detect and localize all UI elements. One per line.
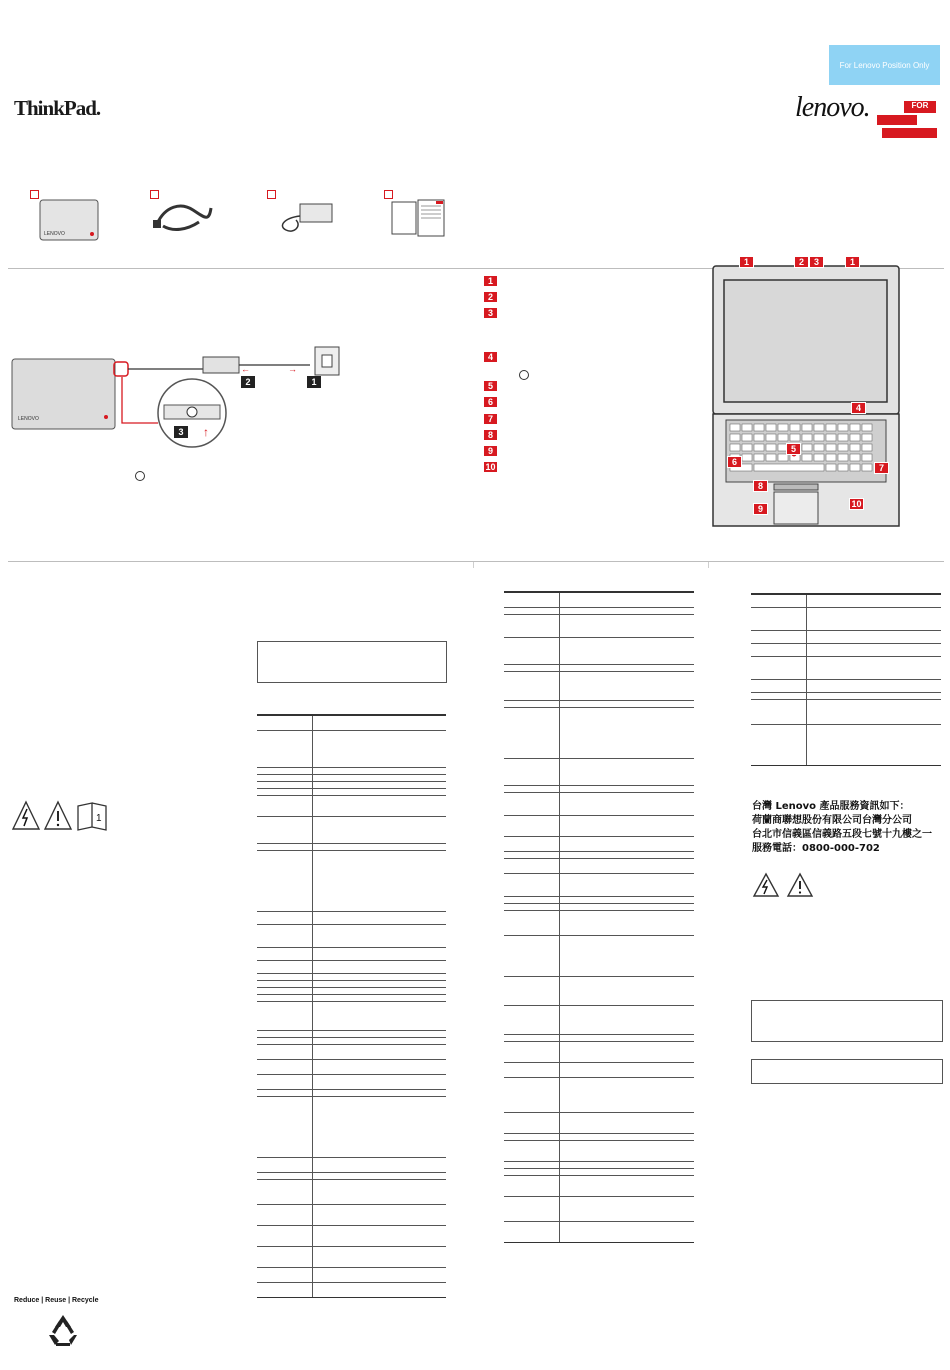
thinkpad-logo: ThinkPad.: [14, 96, 101, 120]
svg-text:→: →: [288, 364, 297, 374]
callout-6: 6: [483, 396, 498, 408]
power-cord-icon: [153, 196, 215, 236]
label-3: 3: [809, 256, 824, 268]
notice-box-col4-a: [751, 1000, 943, 1042]
svg-text:LENOVO: LENOVO: [18, 416, 39, 422]
table-col3: [504, 591, 694, 1243]
setup-step-2: 2: [241, 376, 255, 388]
callout-3: 3: [483, 307, 498, 319]
position-stamp: For Lenovo Position Only: [829, 45, 940, 85]
svg-text:←: ←: [241, 364, 250, 374]
svg-text:↑: ↑: [203, 425, 209, 439]
laptop-front-view: [710, 262, 906, 534]
callout-5: 5: [483, 380, 498, 392]
taiwan-line-1: 台灣 Lenovo 產品服務資訊如下：: [752, 801, 910, 812]
table-col4: [751, 593, 941, 766]
label-7: 7: [874, 462, 889, 474]
notice-box-col4-b: [751, 1059, 943, 1084]
power-button-icon: [134, 470, 146, 482]
lenovo-for-tag: FOR: [904, 101, 936, 113]
laptop-icon: [38, 196, 100, 242]
documents-icon: [390, 196, 450, 238]
label-8: 8: [753, 480, 768, 492]
callout-4: 4: [483, 351, 498, 363]
ac-adapter-icon: [272, 196, 334, 236]
safety-symbols-col4: [752, 872, 816, 898]
column-divider-1: [473, 562, 474, 568]
svg-text:LENOVO: LENOVO: [44, 231, 65, 237]
callout-8: 8: [483, 429, 498, 441]
label-10: 10: [849, 498, 864, 510]
callout-1: 1: [483, 275, 498, 287]
column-divider-2: [708, 562, 709, 568]
label-9: 9: [753, 503, 768, 515]
label-2: 2: [794, 256, 809, 268]
label-6: 6: [727, 456, 742, 468]
callout-9: 9: [483, 445, 498, 457]
taiwan-line-2: 荷蘭商聯想股份有限公司台灣分公司: [752, 815, 912, 826]
lenovo-red-bar-2: [882, 128, 937, 138]
taiwan-line-3: 台北市信義區信義路五段七號十九樓之一: [752, 829, 932, 840]
setup-step-3: 3: [174, 426, 188, 438]
callout-2: 2: [483, 291, 498, 303]
callout-7: 7: [483, 413, 498, 425]
callout-10: 10: [483, 461, 498, 473]
taiwan-service-info: [752, 800, 932, 856]
label-1-left: 1: [739, 256, 754, 268]
taiwan-line-4: 服務電話：0800-000-702: [752, 843, 880, 854]
recycle-icon: [47, 1313, 79, 1347]
label-1-right: 1: [845, 256, 860, 268]
lenovo-red-bar-1: [877, 115, 917, 125]
setup-step-1: 1: [307, 376, 321, 388]
lenovo-logo: lenovo.: [795, 92, 870, 123]
notice-box-col2: [257, 641, 447, 683]
recycle-text: Reduce | Reuse | Recycle: [14, 1297, 99, 1304]
safety-symbols: [12, 800, 108, 832]
svg-text:1: 1: [96, 813, 102, 824]
label-5: 5: [786, 443, 801, 455]
label-4: 4: [851, 402, 866, 414]
table-col2: [257, 714, 446, 1298]
power-button-icon: [518, 369, 530, 381]
divider-middle: [8, 561, 944, 562]
